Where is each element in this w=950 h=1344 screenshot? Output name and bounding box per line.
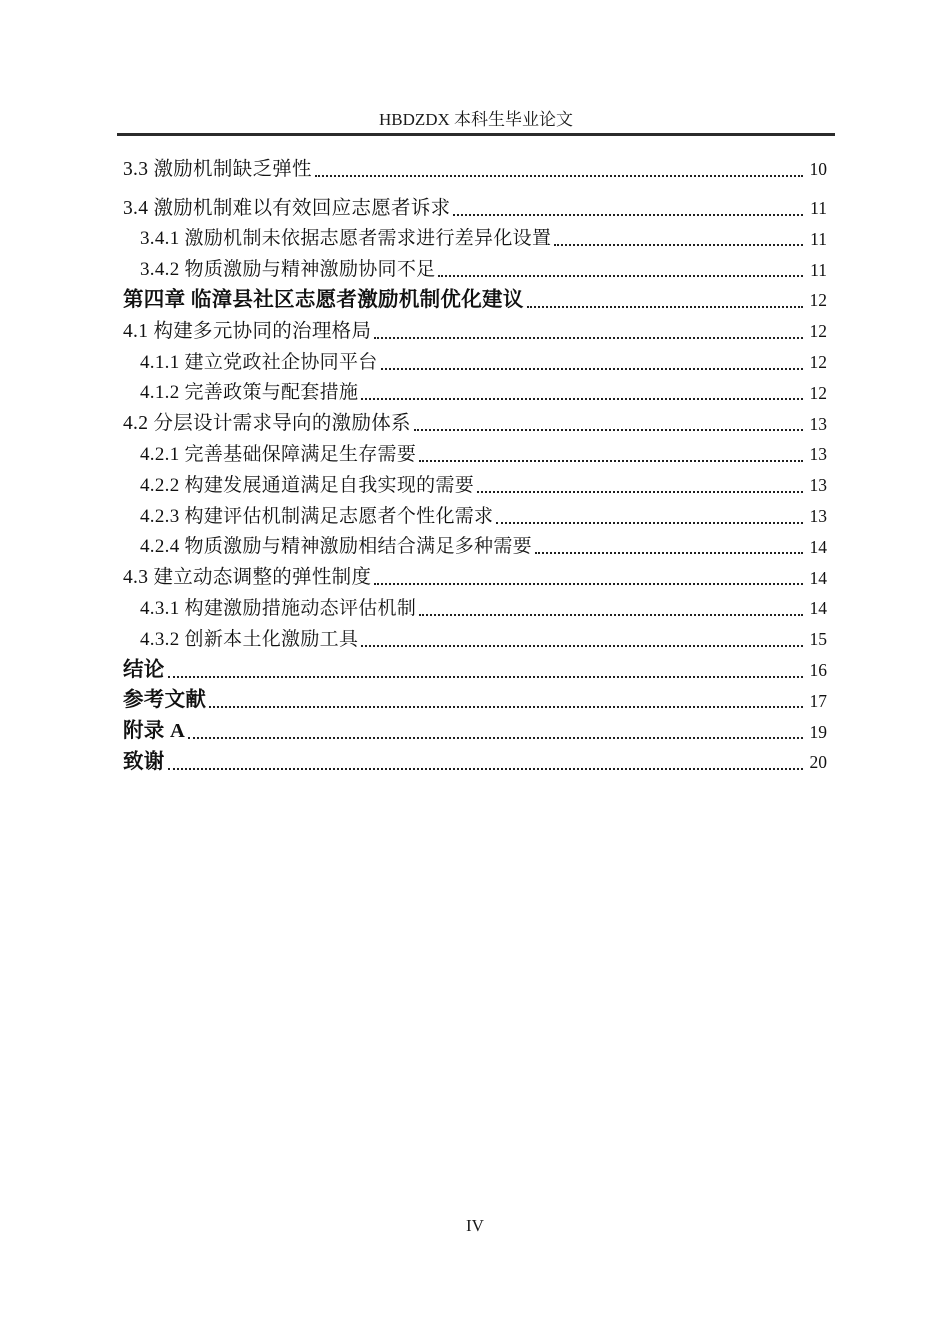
toc-entry-page: 12	[809, 352, 827, 373]
page-footer-number: IV	[466, 1216, 484, 1235]
toc-entry	[123, 589, 827, 620]
toc-entry-page: 15	[809, 629, 827, 650]
toc-leader-dots	[414, 429, 803, 431]
toc-entry-label: 4.3.1 构建激励措施动态评估机制	[140, 597, 417, 619]
toc-entry	[123, 343, 827, 374]
toc-entry-page: 11	[810, 198, 827, 219]
toc-entry-page: 12	[809, 321, 827, 342]
toc-leader-dots	[374, 337, 803, 339]
toc-entry-label: 4.2.3 构建评估机制满足志愿者个性化需求	[140, 505, 494, 527]
page-header-title: HBDZDX 本科生毕业论文	[378, 110, 574, 129]
toc-entry-label: 3.4 激励机制难以有效回应志愿者诉求	[123, 197, 451, 219]
toc-entry-label: 4.2 分层设计需求导向的激励体系	[123, 413, 411, 435]
toc-entry-label: 4.1.1 建立党政社企协同平台	[140, 351, 378, 373]
toc-entry-page: 10	[809, 159, 827, 180]
toc-leader-dots	[209, 706, 803, 708]
toc-entry	[123, 497, 827, 528]
toc-entry-page: 20	[809, 752, 827, 773]
toc-entry	[123, 220, 827, 251]
toc-leader-dots	[453, 214, 803, 216]
toc-entry-label: 致谢	[123, 750, 165, 773]
toc-entry	[123, 404, 827, 435]
header-rule	[117, 133, 835, 136]
toc-entry-page: 13	[809, 506, 827, 527]
toc-entry-label: 结论	[123, 658, 165, 681]
toc-entry-label: 4.2.2 构建发展通道满足自我实现的需要	[140, 474, 475, 496]
toc-leader-dots	[374, 583, 803, 585]
toc-leader-dots	[527, 306, 803, 308]
table-of-contents	[123, 150, 827, 774]
toc-leader-dots	[438, 275, 803, 277]
toc-entry-page: 14	[809, 536, 827, 557]
toc-leader-dots	[315, 175, 803, 177]
toc-entry-label: 4.1 构建多元协同的治理格局	[123, 320, 372, 342]
toc-entry	[123, 250, 827, 281]
toc-entry	[123, 528, 827, 559]
toc-leader-dots	[554, 244, 803, 246]
toc-entry	[123, 374, 827, 405]
toc-leader-dots	[535, 552, 803, 554]
toc-entry	[123, 466, 827, 497]
toc-entry	[123, 620, 827, 651]
toc-leader-dots	[477, 491, 803, 493]
toc-entry	[123, 651, 827, 682]
toc-entry-page: 12	[809, 382, 827, 403]
toc-entry	[123, 558, 827, 589]
toc-entry-page: 19	[809, 721, 827, 742]
toc-entry-label: 附录 A	[123, 720, 186, 743]
toc-entry-label: 4.2.4 物质激励与精神激励相结合满足多种需要	[140, 536, 532, 558]
toc-entry-label: 4.3 建立动态调整的弹性制度	[123, 567, 372, 589]
toc-leader-dots	[496, 522, 803, 524]
toc-entry-page: 12	[809, 290, 827, 311]
toc-entry-label: 3.4.2 物质激励与精神激励协同不足	[140, 259, 436, 281]
toc-entry	[123, 435, 827, 466]
toc-entry	[123, 281, 827, 312]
toc-leader-dots	[361, 398, 803, 400]
toc-entry-page: 11	[810, 259, 827, 280]
toc-leader-dots	[419, 614, 803, 616]
toc-entry-label: 参考文献	[123, 689, 207, 712]
toc-entry	[123, 150, 827, 181]
toc-entry-label: 4.3.2 创新本土化激励工具	[140, 628, 359, 650]
toc-entry-label: 3.4.1 激励机制未依据志愿者需求进行差异化设置	[140, 228, 552, 250]
toc-entry	[123, 682, 827, 713]
toc-entry-page: 11	[810, 228, 827, 249]
toc-leader-dots	[361, 645, 803, 647]
toc-entry-page: 13	[809, 475, 827, 496]
toc-entry-page: 14	[809, 567, 827, 588]
toc-entry-page: 16	[809, 660, 827, 681]
toc-leader-dots	[419, 460, 803, 462]
toc-leader-dots	[168, 768, 803, 770]
toc-entry-label: 4.1.2 完善政策与配套措施	[140, 382, 359, 404]
toc-entry	[123, 189, 827, 220]
toc-entry	[123, 712, 827, 743]
toc-entry-page: 13	[809, 444, 827, 465]
toc-entry-page: 13	[809, 413, 827, 434]
toc-entry-label: 4.2.1 完善基础保障满足生存需要	[140, 443, 417, 465]
toc-leader-dots	[168, 676, 803, 678]
toc-entry-label: 第四章 临漳县社区志愿者激励机制优化建议	[123, 288, 524, 311]
toc-entry-label: 3.3 激励机制缺乏弹性	[123, 158, 312, 180]
toc-entry-page: 14	[809, 598, 827, 619]
toc-entry-page: 17	[809, 690, 827, 711]
toc-leader-dots	[381, 368, 803, 370]
toc-entry	[123, 312, 827, 343]
toc-leader-dots	[188, 737, 803, 739]
toc-entry	[123, 743, 827, 774]
